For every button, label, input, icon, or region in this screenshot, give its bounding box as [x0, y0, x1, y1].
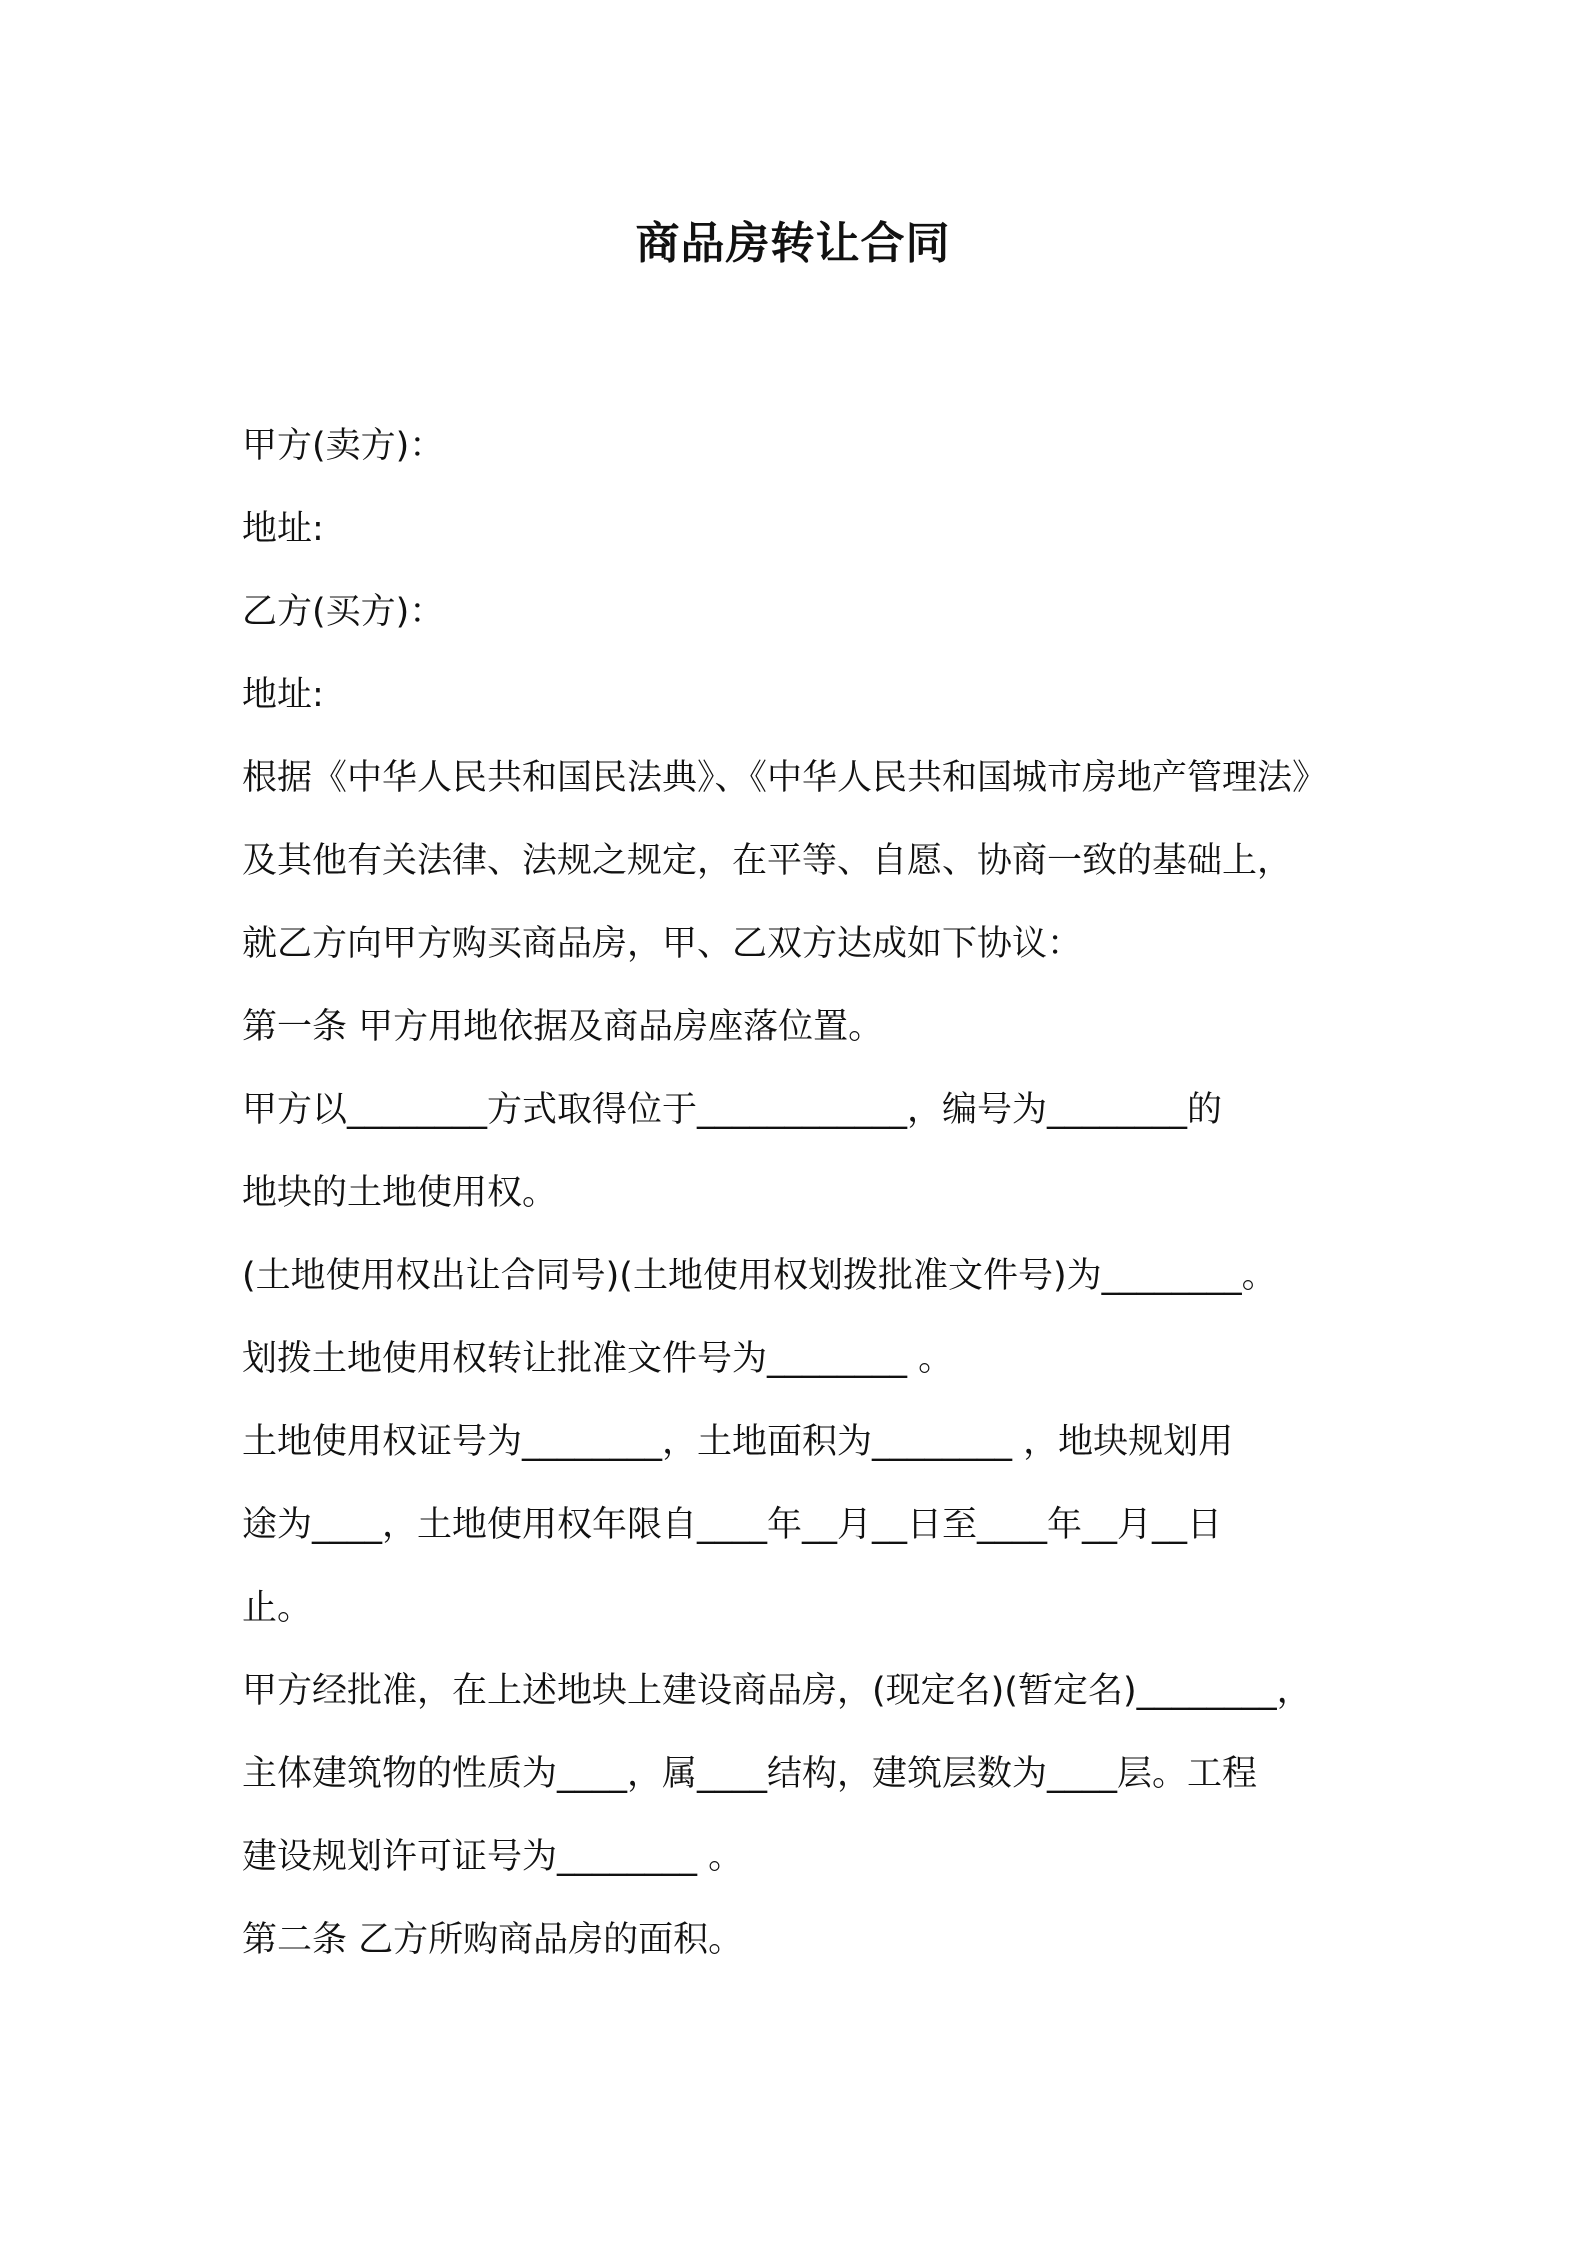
paragraph-line: 地块的土地使用权。 — [242, 1173, 558, 1213]
paragraph-line: 及其他有关法律、法规之规定，在平等、自愿、协商一致的基础上， — [242, 841, 1293, 881]
paragraph-line: 就乙方向甲方购买商品房，甲、乙双方达成如下协议： — [242, 924, 1083, 964]
party-b-line: 乙方(买方)： — [242, 592, 445, 632]
paragraph-line: 主体建筑物的性质为____，属____结构，建筑层数为____层。工程 — [242, 1754, 1258, 1794]
paragraph-line: 甲方以________方式取得位于____________，编号为________的 — [242, 1090, 1223, 1130]
paragraph-line: 途为____，土地使用权年限自____年__月__日至____年__月__日 — [242, 1505, 1223, 1545]
paragraph-line: 止。 — [242, 1588, 313, 1628]
party-a-address-line: 地址: — [242, 509, 324, 549]
paragraph-line: (土地使用权出让合同号)(土地使用权划拨批准文件号)为________。 — [242, 1256, 1277, 1296]
paragraph-line: 建设规划许可证号为________ 。 — [242, 1837, 744, 1877]
paragraph-line: 甲方经批准，在上述地块上建设商品房，(现定名)(暂定名)________， — [242, 1671, 1312, 1711]
paragraph-line: 土地使用权证号为________，土地面积为________ ，地块规划用 — [242, 1422, 1234, 1462]
document-title: 商品房转让合同 — [635, 218, 951, 269]
document-body — [242, 405, 1352, 1982]
paragraph-line: 划拨土地使用权转让批准文件号为________ 。 — [242, 1339, 954, 1379]
party-b-address-line: 地址: — [242, 675, 324, 715]
article-heading: 第二条 乙方所购商品房的面积。 — [242, 1920, 744, 1960]
party-a-line: 甲方(卖方)： — [242, 426, 445, 466]
article-heading: 第一条 甲方用地依据及商品房座落位置。 — [242, 1007, 884, 1047]
paragraph-line: 根据《中华人民共和国民法典》、《中华人民共和国城市房地产管理法》 — [242, 758, 1328, 798]
